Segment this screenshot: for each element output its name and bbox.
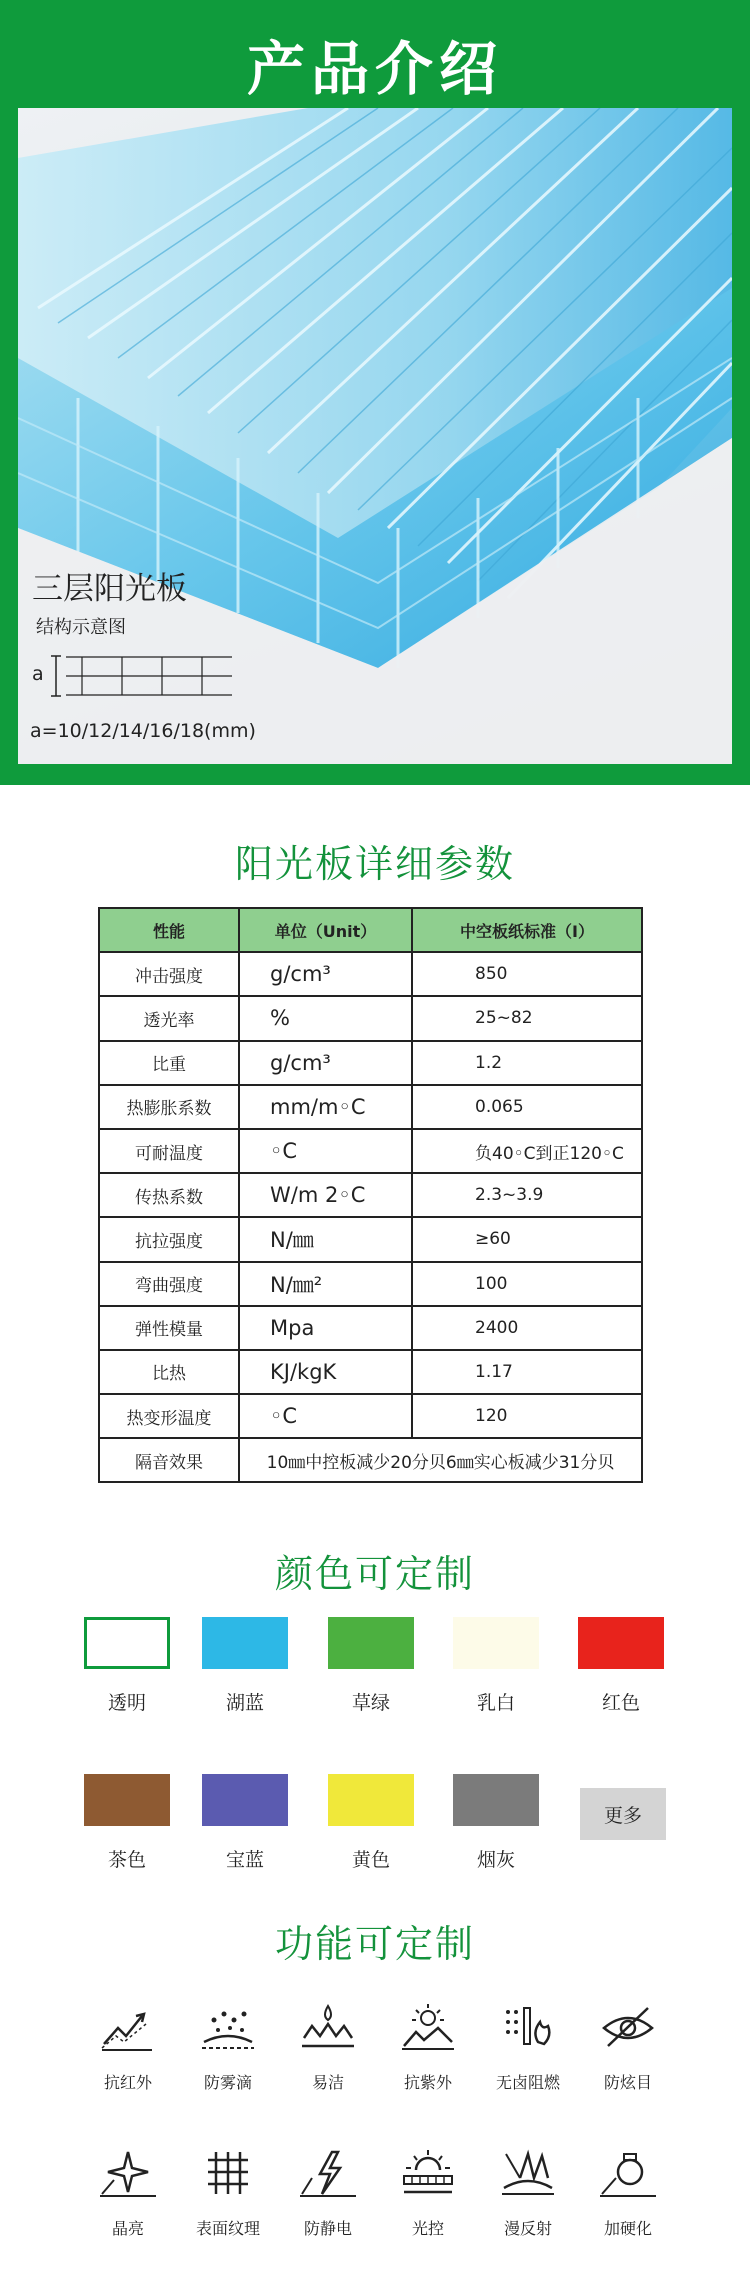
- anti-static-icon: [298, 2148, 358, 2198]
- color-name: 宝蓝: [225, 1849, 264, 1871]
- color-swatch[interactable]: [202, 1617, 288, 1669]
- cell-structure-icon: [32, 651, 232, 701]
- spec-table-body: [99, 952, 642, 1482]
- property-cell: 比热: [99, 1350, 239, 1394]
- property-cell: 透光率: [99, 996, 239, 1040]
- function-name: 易洁: [311, 2073, 344, 2092]
- function-name: 加硬化: [603, 2219, 652, 2238]
- property-cell: 弯曲强度: [99, 1262, 239, 1306]
- product-intro-section: [0, 0, 750, 785]
- value-cell: 0.065: [412, 1085, 642, 1129]
- value-cell: 负40◦C到正120◦C: [412, 1129, 642, 1173]
- value-cell: 25~82: [412, 996, 642, 1040]
- value-cell: 850: [412, 952, 642, 996]
- light-control-icon: [398, 2148, 458, 2198]
- column-header: 单位（Unit）: [239, 908, 412, 952]
- page-title: 产品介绍: [246, 35, 503, 103]
- unit-cell: mm/m◦C: [239, 1085, 412, 1129]
- unit-cell: g/cm³: [239, 1041, 412, 1085]
- unit-cell: KJ/kgK: [239, 1350, 412, 1394]
- color-name: 草绿: [351, 1692, 390, 1714]
- column-header: 性能: [99, 908, 239, 952]
- color-swatch[interactable]: [84, 1617, 170, 1669]
- anti-fog-icon: [198, 2002, 258, 2052]
- property-cell: 抗拉强度: [99, 1217, 239, 1261]
- color-name: 茶色: [107, 1849, 146, 1871]
- color-section-title: 颜色可定制: [274, 1552, 475, 1596]
- function-name: 抗红外: [103, 2073, 152, 2092]
- table-row: [99, 1041, 642, 1085]
- hardened-icon: [598, 2148, 658, 2198]
- property-cell: 弹性模量: [99, 1306, 239, 1350]
- value-cell: 1.2: [412, 1041, 642, 1085]
- table-row: [99, 1350, 642, 1394]
- column-header: 中空板纸标准（I）: [412, 908, 642, 952]
- thickness-formula: a=10/12/14/16/18(mm): [30, 720, 256, 742]
- unit-cell: N/㎜²: [239, 1262, 412, 1306]
- unit-cell: Mpa: [239, 1306, 412, 1350]
- value-cell: ≥60: [412, 1217, 642, 1261]
- value-cell: 2.3~3.9: [412, 1173, 642, 1217]
- property-cell: 传热系数: [99, 1173, 239, 1217]
- unit-cell: ◦C: [239, 1394, 412, 1438]
- color-name: 透明: [107, 1692, 146, 1714]
- table-row: [99, 1394, 642, 1438]
- diffuse-icon: [498, 2148, 558, 2198]
- unit-cell: W/m 2◦C: [239, 1173, 412, 1217]
- infrared-icon: [98, 2002, 158, 2052]
- product-photo: [18, 108, 732, 764]
- function-name: 无卤阻燃: [495, 2073, 560, 2092]
- table-row: [99, 952, 642, 996]
- table-header-row: [99, 908, 642, 952]
- table-row: [99, 1438, 642, 1482]
- color-swatch[interactable]: [578, 1617, 664, 1669]
- spec-table: [98, 907, 643, 1483]
- function-name: 防雾滴: [203, 2073, 252, 2092]
- color-swatch[interactable]: [202, 1774, 288, 1826]
- color-swatch[interactable]: [453, 1617, 539, 1669]
- color-name: 红色: [601, 1692, 640, 1714]
- color-swatch[interactable]: [328, 1774, 414, 1826]
- function-section-title: 功能可定制: [274, 1922, 475, 1966]
- anti-uv-icon: [398, 2002, 458, 2052]
- table-row: [99, 1129, 642, 1173]
- table-row: [99, 1173, 642, 1217]
- texture-icon: [198, 2148, 258, 2198]
- unit-cell: %: [239, 996, 412, 1040]
- property-cell: 冲击强度: [99, 952, 239, 996]
- unit-cell: ◦C: [239, 1129, 412, 1173]
- color-name: 烟灰: [476, 1849, 515, 1871]
- value-cell: 1.17: [412, 1350, 642, 1394]
- anti-glare-icon: [598, 2002, 658, 2052]
- table-row: [99, 1085, 642, 1129]
- value-cell: 2400: [412, 1306, 642, 1350]
- value-cell: 10㎜中控板减少20分贝6㎜实心板减少31分贝: [239, 1438, 642, 1482]
- function-name: 表面纹理: [195, 2219, 260, 2238]
- diagram-caption: 结构示意图: [36, 617, 126, 638]
- table-row: [99, 1217, 642, 1261]
- unit-cell: N/㎜: [239, 1217, 412, 1261]
- function-name: 光控: [411, 2219, 444, 2238]
- value-cell: 120: [412, 1394, 642, 1438]
- unit-cell: g/cm³: [239, 952, 412, 996]
- property-cell: 热变形温度: [99, 1394, 239, 1438]
- table-row: [99, 1306, 642, 1350]
- color-swatch[interactable]: [84, 1774, 170, 1826]
- property-cell: 隔音效果: [99, 1438, 239, 1482]
- function-name: 抗紫外: [403, 2073, 452, 2092]
- function-name: 漫反射: [503, 2219, 552, 2238]
- function-name: 晶亮: [111, 2219, 144, 2238]
- color-name: 黄色: [351, 1849, 390, 1871]
- property-cell: 比重: [99, 1041, 239, 1085]
- product-name: 三层阳光板: [32, 571, 187, 607]
- value-cell: 100: [412, 1262, 642, 1306]
- table-row: [99, 1262, 642, 1306]
- table-row: [99, 996, 642, 1040]
- easy-clean-icon: [298, 2002, 358, 2052]
- color-name: 乳白: [476, 1692, 515, 1714]
- function-name: 防炫目: [603, 2073, 652, 2092]
- flame-retardant-icon: [498, 2002, 558, 2052]
- crystal-icon: [98, 2148, 158, 2198]
- spec-section-title: 阳光板详细参数: [234, 842, 515, 886]
- property-cell: 可耐温度: [99, 1129, 239, 1173]
- property-cell: 热膨胀系数: [99, 1085, 239, 1129]
- color-name: 湖蓝: [225, 1692, 264, 1714]
- dimension-label: a: [32, 663, 44, 685]
- color-swatch[interactable]: [453, 1774, 539, 1826]
- structure-diagram: [32, 651, 232, 701]
- color-swatch[interactable]: [328, 1617, 414, 1669]
- function-name: 防静电: [303, 2219, 352, 2238]
- more-colors-button[interactable]: 更多: [580, 1788, 666, 1840]
